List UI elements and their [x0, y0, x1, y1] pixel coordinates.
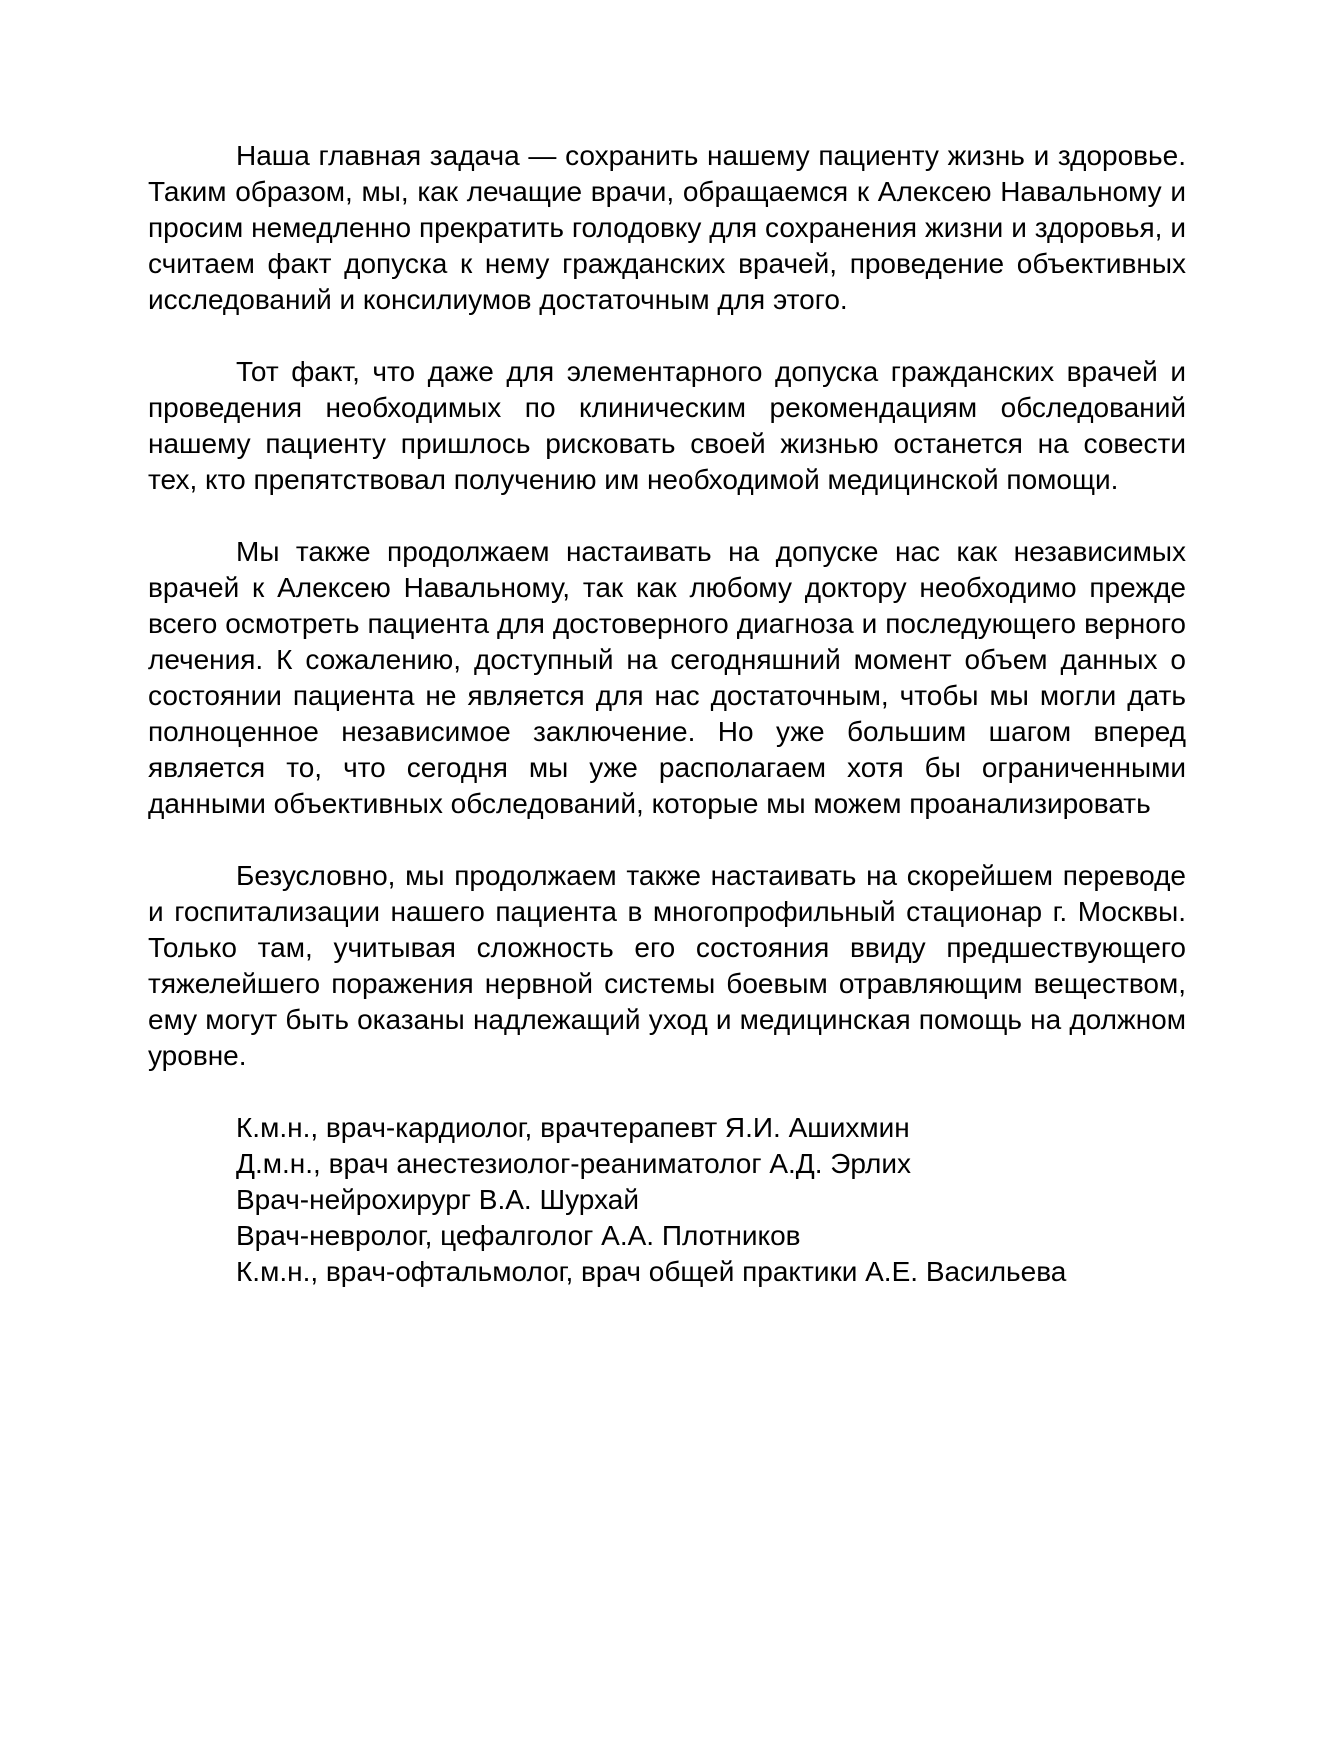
paragraph-2: Тот факт, что даже для элементарного допуска гражданских врачей и проведения необходимых по клиническим рекомендациям обследований нашему пациенту пришлось рисковать своей жизнью останется на совести тех, кто препятствовал получению им необходимой медицинской помощи. — [148, 356, 1186, 495]
signature-line-shurkhay: Врач-нейрохирург В.А. Шурхай — [236, 1184, 639, 1215]
signature-line-plotnikov: Врач-невролог, цефалголог А.А. Плотников — [236, 1220, 801, 1251]
paragraph-3: Мы также продолжаем настаивать на допуске нас как независимых врачей к Алексею Навальному, так как любому доктору необходимо прежде всего осмотреть пациента для достоверного диагноза и последующего верного лечения. К сожалению, доступный на сегодняшний момент объем данных о состоянии пациента не является для нас достаточным, чтобы мы могли дать полноценное независимое заключение. Но уже большим шагом вперед является то, что сегодня мы уже располагаем хотя бы ограниченными данными объективных обследований, которые мы можем проанализировать — [148, 536, 1186, 819]
signature-line-erlikh: Д.м.н., врач анестезиолог-реаниматолог А.Д. Эрлих — [236, 1148, 912, 1179]
paragraph-4: Безусловно, мы продолжаем также настаивать на скорейшем переводе и госпитализации нашего пациента в многопрофильный стационар г. Москвы. Только там, учитывая сложность его состояния ввиду предшествующего тяжелейшего поражения нервной системы боевым отравляющим веществом, ему могут быть оказаны надлежащий уход и медицинская помощь на должном уровне. — [148, 860, 1186, 1071]
paragraph-1: Наша главная задача — сохранить нашему пациенту жизнь и здоровье. Таким образом, мы, как лечащие врачи, обращаемся к Алексею Навальному и просим немедленно прекратить голодовку для сохранения жизни и здоровья, и считаем факт допуска к нему гражданских врачей, проведение объективных исследований и консилиумов достаточным для этого. — [148, 140, 1186, 315]
signature-line-ashikhmin: К.м.н., врач-кардиолог, врачтерапевт Я.И. Ашихмин — [236, 1112, 910, 1143]
signature-line-vasilyeva: К.м.н., врач-офтальмолог, врач общей практики А.Е. Васильева — [236, 1256, 1067, 1287]
signature-block — [236, 1110, 1186, 1290]
